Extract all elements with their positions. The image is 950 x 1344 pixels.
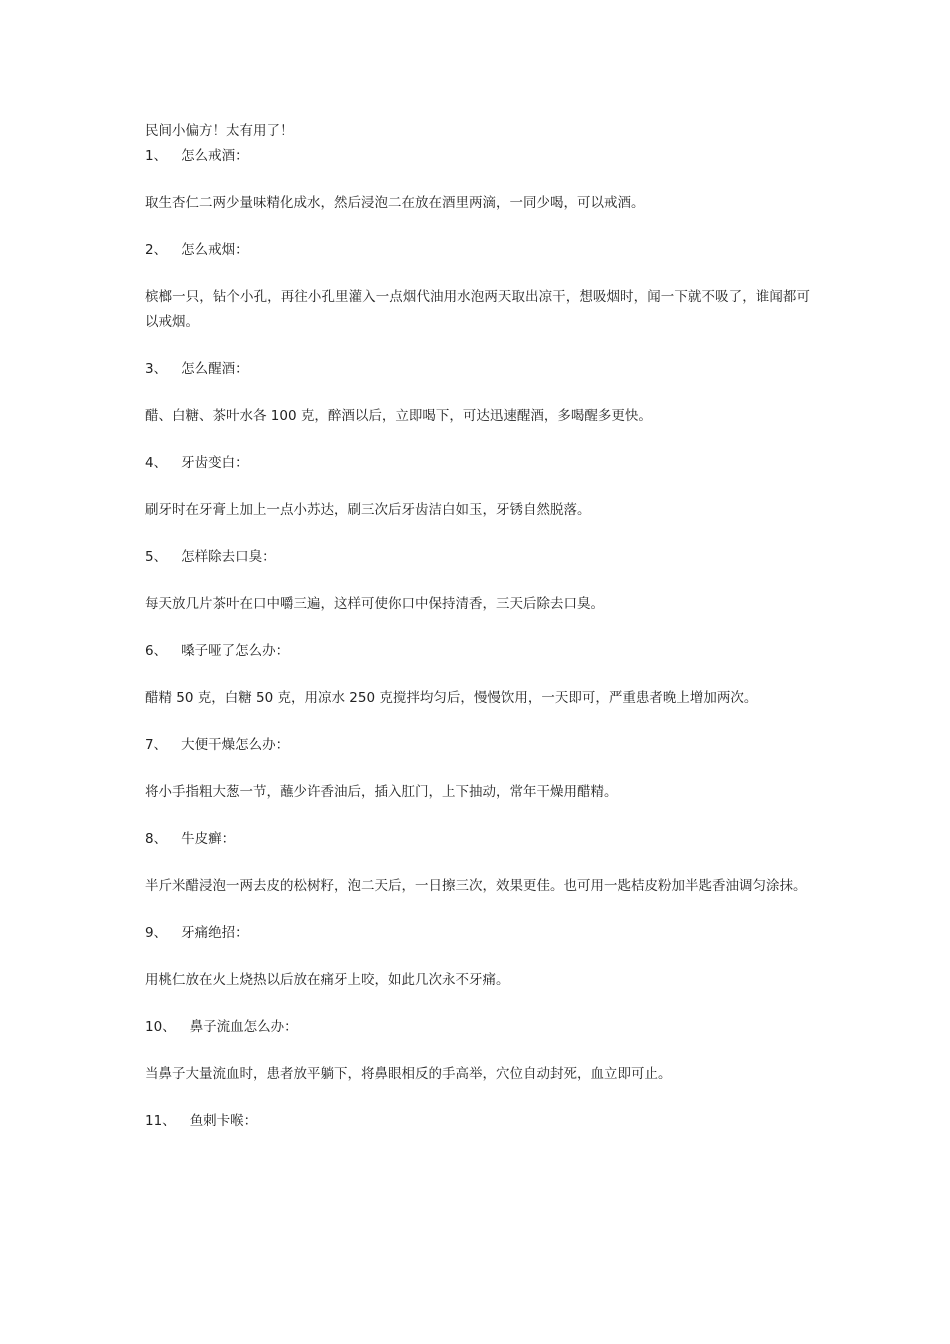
remedy-item — [145, 240, 810, 335]
remedy-heading — [145, 1111, 810, 1131]
remedy-number-separator: 、 — [162, 1019, 176, 1035]
remedy-heading-text: 牙痛绝招： — [181, 925, 249, 941]
remedy-number: 3 — [145, 361, 154, 377]
remedy-number: 9 — [145, 925, 154, 941]
remedy-heading — [145, 829, 810, 849]
remedy-heading-text: 怎么醒酒： — [181, 361, 249, 377]
remedy-number-separator: 、 — [153, 737, 168, 753]
document-title: 民间小偏方！太有用了！ — [145, 123, 294, 139]
remedy-number: 6 — [145, 643, 154, 659]
remedy-number-separator: 、 — [153, 643, 168, 659]
remedy-body: 取生杏仁二两少量味精化成水，然后浸泡二在放在酒里两滴，一同少喝，可以戒酒。 — [145, 195, 645, 211]
remedy-heading-text: 牙齿变白： — [181, 455, 249, 471]
remedy-heading — [145, 547, 810, 567]
remedy-number-separator: 、 — [153, 831, 168, 847]
remedy-number: 2 — [145, 242, 154, 258]
remedy-body: 刷牙时在牙膏上加上一点小苏达，刷三次后牙齿洁白如玉，牙锈自然脱落。 — [145, 502, 591, 518]
remedy-number-separator: 、 — [153, 148, 168, 164]
remedy-heading — [145, 923, 810, 943]
remedy-item — [145, 146, 810, 216]
remedy-number: 1 — [145, 148, 154, 164]
remedy-number: 8 — [145, 831, 154, 847]
remedy-heading — [145, 1017, 810, 1037]
remedy-number-separator: 、 — [153, 361, 168, 377]
remedy-body: 每天放几片茶叶在口中嚼三遍，这样可使你口中保持清香，三天后除去口臭。 — [145, 596, 604, 612]
remedy-body: 醋、白糖、茶叶水各 100 克，醉酒以后，立即喝下，可达迅速醒酒，多喝醒多更快。 — [145, 408, 652, 424]
remedy-heading-text: 鱼刺卡喉： — [189, 1113, 258, 1129]
remedy-number-separator: 、 — [153, 242, 168, 258]
remedy-body: 用桃仁放在火上烧热以后放在痛牙上咬，如此几次永不牙痛。 — [145, 972, 510, 988]
remedy-item — [145, 359, 810, 429]
remedy-heading — [145, 240, 810, 260]
remedy-item — [145, 829, 810, 899]
remedy-number: 7 — [145, 737, 154, 753]
remedy-item — [145, 641, 810, 711]
remedy-number: 5 — [145, 549, 154, 565]
remedy-heading — [145, 453, 810, 473]
remedy-heading-text: 大便干燥怎么办： — [181, 737, 290, 753]
remedy-item — [145, 547, 810, 617]
remedy-item — [145, 453, 810, 523]
remedy-number: 10 — [145, 1019, 163, 1035]
remedy-item — [145, 735, 810, 805]
remedy-number-separator: 、 — [153, 549, 168, 565]
remedy-number-separator: 、 — [153, 925, 168, 941]
remedy-heading — [145, 735, 810, 755]
remedy-body: 当鼻子大量流血时，患者放平躺下，将鼻眼相反的手高举，穴位自动封死，血立即可止。 — [145, 1066, 672, 1082]
remedy-body: 醋精 50 克，白糖 50 克，用凉水 250 克搅拌均匀后，慢慢饮用，一天即可，严重患者晚上增加两次。 — [145, 690, 758, 706]
remedy-list — [145, 146, 810, 1131]
remedy-heading — [145, 641, 810, 661]
remedy-body: 半斤米醋浸泡一两去皮的松树籽，泡二天后，一日擦三次，效果更佳。也可用一匙桔皮粉加半匙香油调匀涂抹。 — [145, 878, 807, 894]
remedy-heading — [145, 359, 810, 379]
remedy-heading-text: 怎样除去口臭： — [181, 549, 276, 565]
remedy-heading — [145, 146, 810, 166]
remedy-body: 将小手指粗大葱一节，蘸少许香油后，插入肛门，上下抽动，常年干燥用醋精。 — [145, 784, 618, 800]
remedy-heading-text: 牛皮癣： — [181, 831, 236, 847]
remedy-heading-text: 嗓子哑了怎么办： — [181, 643, 290, 659]
remedy-number: 4 — [145, 455, 154, 471]
remedy-heading-text: 怎么戒烟： — [181, 242, 249, 258]
remedy-heading-text: 怎么戒酒： — [181, 148, 249, 164]
remedy-number-separator: 、 — [162, 1113, 176, 1129]
remedy-item — [145, 923, 810, 993]
remedy-heading-text: 鼻子流血怎么办： — [189, 1019, 298, 1035]
remedy-item — [145, 1017, 810, 1087]
remedy-item — [145, 1111, 810, 1131]
remedy-number: 11 — [145, 1113, 163, 1129]
document-page — [145, 121, 810, 1131]
remedy-body: 槟榔一只，钻个小孔，再往小孔里灌入一点烟代油用水泡两天取出凉干，想吸烟时，闻一下就不吸了，谁闻都可以戒烟。 — [145, 289, 810, 330]
remedy-number-separator: 、 — [153, 455, 168, 471]
